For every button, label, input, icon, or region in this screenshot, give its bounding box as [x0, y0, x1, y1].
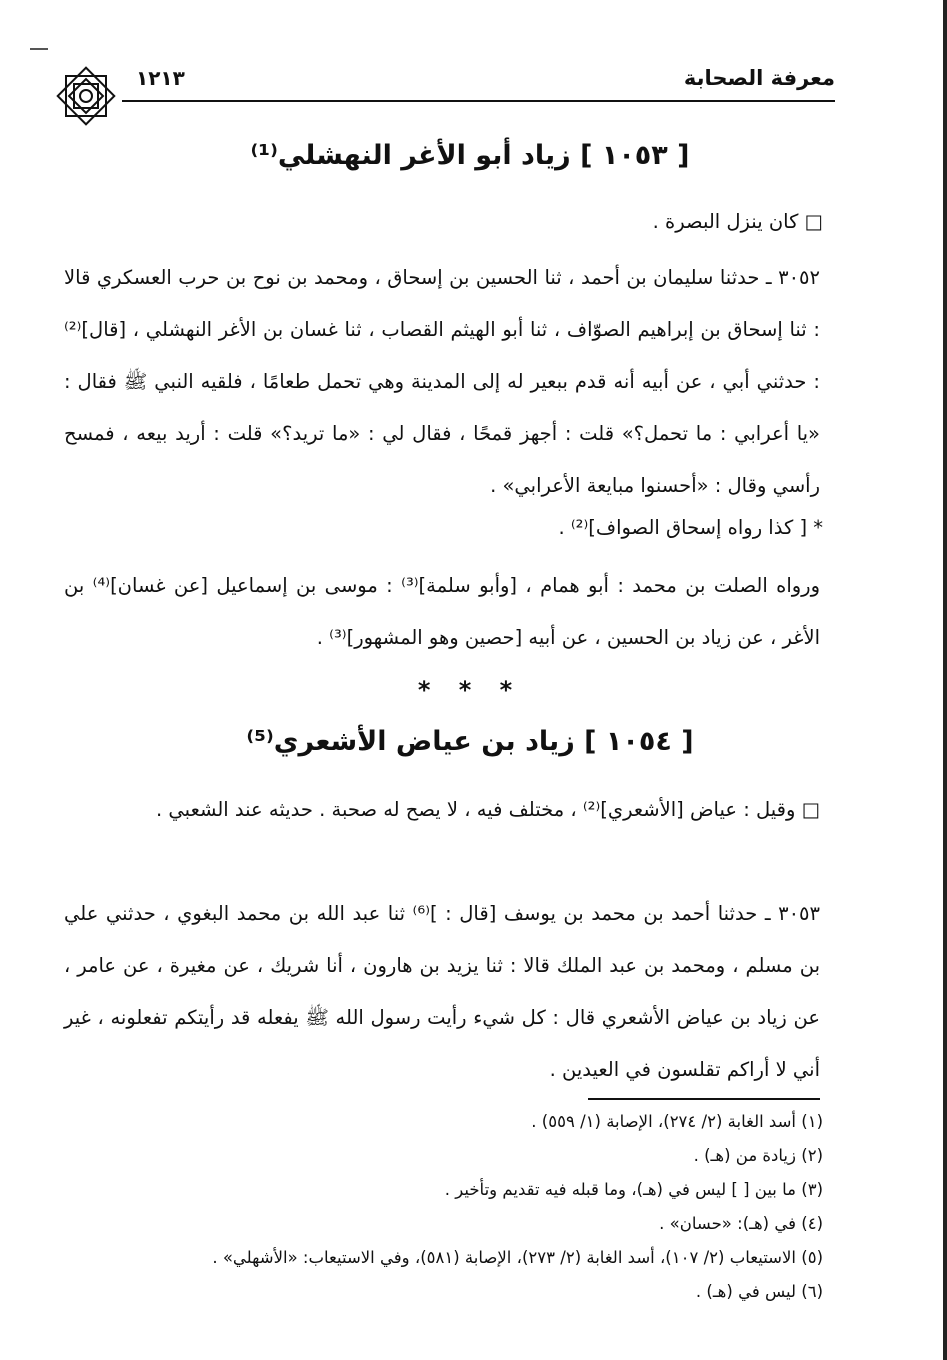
book-title: معرفة الصحابة: [683, 66, 835, 90]
entry-note-1054: □ وقيل : عياض [الأشعري]⁽²⁾ ، مختلف فيه ، لا يصح له صحبة . حديثه عند الشعبي .: [156, 798, 820, 821]
section-separator: * * *: [417, 676, 523, 704]
remark-3052: * [ كذا رواه إسحاق الصواف]⁽²⁾ .: [558, 516, 823, 539]
footnote-2: (٢) زيادة من (هـ) .: [693, 1146, 823, 1165]
entry-heading-1054: [ ١٠٥٤ ] زياد بن عياض الأشعري⁽⁵⁾: [246, 726, 694, 757]
header-rule: [122, 100, 835, 102]
footnote-4: (٤) في (هـ): «حسان» .: [659, 1214, 823, 1233]
hadith-3052: ٣٠٥٢ ـ حدثنا سليمان بن أحمد ، ثنا الحسين بن إسحاق ، ومحمد بن نوح بن حرب العسكري قالا : ثنا إسحاق بن إبراهيم الصوّاف ، ثنا أبو الهيثم القصاب ، ثنا غسان بن الأغر النهشلي ، [قال]⁽²⁾ : حدثني أبي ، عن أبيه أنه قدم ببعير له إلى المدينة وهي تحمل طعامًا ، فلقيه النبي ﷺ فقال : «يا أعرابي : ما تحمل؟» قلت : أجهز قمحًا ، فقال لي : «ما تريد؟» قلت : أريد بيعه ، فمسح رأسي وقال : «أحسنوا مبايعة الأعرابي» .: [64, 266, 820, 497]
footnote-1: (١) أسد الغابة (٢/ ٢٧٤)، الإصابة (١/ ٥٥٩) .: [531, 1112, 823, 1131]
footnote-5: (٥) الاستيعاب (٢/ ١٠٧)، أسد الغابة (٢/ ٢٧٣)، الإصابة (٥٨١)، وفي الاستيعاب: «الأشهلي» .: [212, 1248, 823, 1267]
page-edge: [943, 0, 947, 1360]
page-number: ١٢١٣: [136, 66, 185, 90]
hadith-3053: ٣٠٥٣ ـ حدثنا أحمد بن محمد بن يوسف [قال : ]⁽⁶⁾ ثنا عبد الله بن محمد البغوي ، حدثني علي بن مسلم ، ومحمد بن عبد الملك قالا : ثنا يزيد بن هارون ، أنا شريك ، عن مغيرة ، عن عامر ، عن زياد بن عياض الأشعري قال : كل شيء رأيت رسول الله ﷺ يفعله قد رأيتكم تفعلونه ، غير أني لا أراكم تقلسون في العيدين .: [64, 902, 820, 1081]
entry-heading-1053: [ ١٠٥٣ ] زياد أبو الأغر النهشلي⁽¹⁾: [250, 140, 690, 171]
variant-narration: ورواه الصلت بن محمد : أبو همام ، [وأبو سلمة]⁽³⁾ : موسى بن إسماعيل [عن غسان]⁽⁴⁾ بن الأغر ، عن زياد بن الحسين ، عن أبيه [حصين وهو المشهور]⁽³⁾ .: [64, 574, 821, 649]
footnote-6: (٦) ليس في (هـ) .: [695, 1282, 823, 1301]
footnote-rule: [588, 1098, 820, 1100]
octagram-ornament-icon: [54, 64, 118, 128]
entry-note-1053: □ كان ينزل البصرة .: [652, 210, 823, 233]
footnote-3: (٣) ما بين [ ] ليس في (هـ)، وما قبله فيه تقديم وتأخير .: [444, 1180, 823, 1199]
scan-mark: [30, 48, 48, 50]
